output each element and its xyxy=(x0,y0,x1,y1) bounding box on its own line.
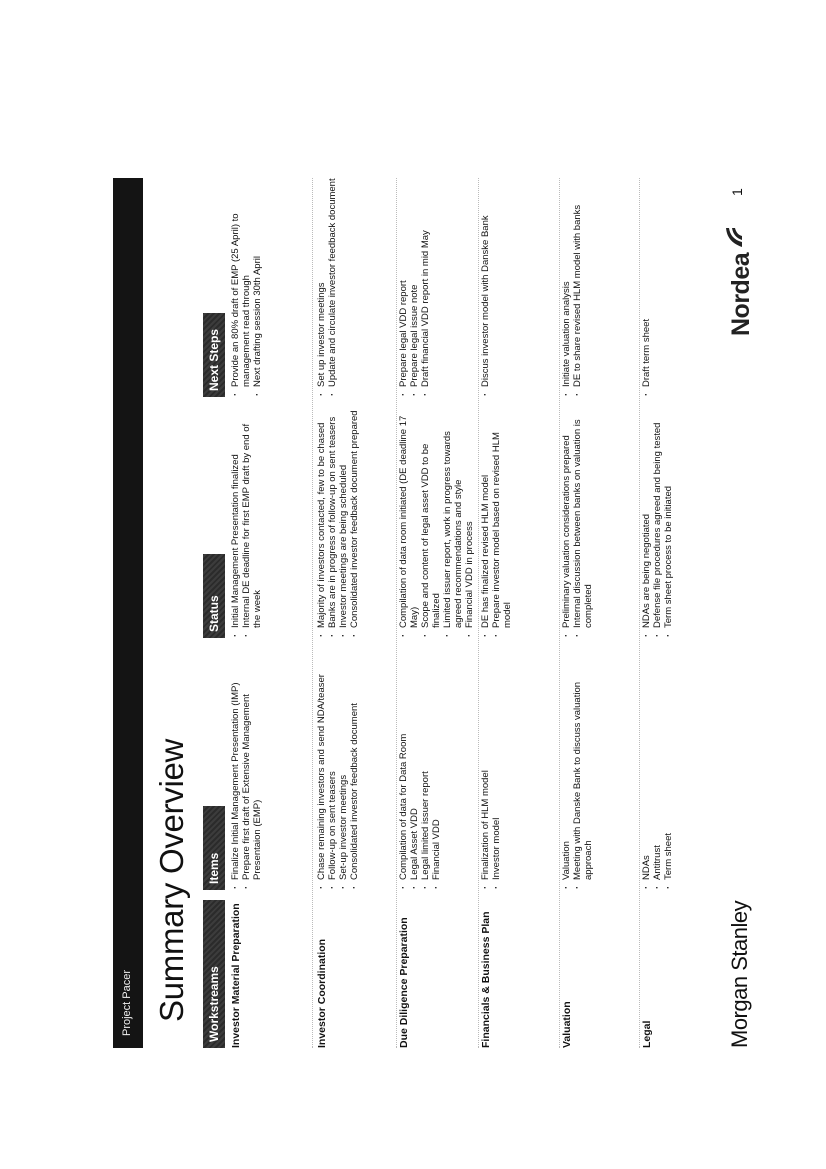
status-list xyxy=(398,408,475,638)
status-list xyxy=(641,408,674,638)
status-cell xyxy=(316,408,360,638)
workstream-label: Due Diligence Preparation xyxy=(398,917,410,1048)
list-item: · Internal discussion between banks on valuation is completed xyxy=(572,408,594,638)
next-cell xyxy=(561,178,583,397)
row-divider xyxy=(639,178,640,1048)
list-item: · Draft financial VDD report in mid May xyxy=(420,178,431,397)
morgan-stanley-logo: Morgan Stanley xyxy=(727,900,752,1048)
items-list xyxy=(480,650,502,890)
column-header-workstreams: Workstreams xyxy=(203,900,225,1048)
nordea-logo xyxy=(725,227,756,336)
workstream-label: Legal xyxy=(641,1020,653,1048)
list-item: · Prepare investor model based on revised HLM model xyxy=(491,408,513,638)
workstream-label: Investor Material Preparation xyxy=(230,903,242,1048)
nordea-wordmark: Nordea xyxy=(727,252,755,336)
list-item: · Scope and content of legal asset VDD to be finalized xyxy=(420,408,442,638)
list-item: · Finalize Initial Management Presentation (IMP) xyxy=(230,650,241,890)
next-list xyxy=(230,178,263,397)
list-item: · Set-up investor meetings xyxy=(338,650,349,890)
table-row xyxy=(480,178,557,1048)
page-title: Summary Overview xyxy=(153,738,190,1022)
items-cell xyxy=(480,650,502,890)
table-row xyxy=(398,178,476,1048)
list-item: · Prepare legal VDD report xyxy=(398,178,409,397)
column-header-items: Items xyxy=(203,806,225,890)
list-item: · NDAs xyxy=(641,650,652,890)
list-item: · Discus investor model with Danske Bank xyxy=(480,178,491,397)
list-item: · Update and circulate investor feedback document xyxy=(327,178,338,397)
next-list xyxy=(641,178,652,397)
list-item: · Finalization of HLM model xyxy=(480,650,491,890)
next-list xyxy=(480,178,491,397)
status-cell xyxy=(230,408,263,638)
list-item: · Meeting with Danske Bank to discuss valuation approach xyxy=(572,650,594,890)
list-item: · Defense file procedures agreed and being tested xyxy=(652,408,663,638)
list-item: · Internal DE deadline for first EMP draft by end of the week xyxy=(241,408,263,638)
list-item: · Follow-up on sent teasers xyxy=(327,650,338,890)
items-list xyxy=(641,650,674,890)
header-bar xyxy=(113,178,143,1048)
list-item: · Legal limited issuer report xyxy=(420,650,431,890)
items-cell xyxy=(561,650,594,890)
list-item: · Prepare legal issue note xyxy=(409,178,420,397)
table-row xyxy=(561,178,637,1048)
list-item: · Limited issuer report, work in progress towards agreed recommendations and style xyxy=(442,408,464,638)
items-cell xyxy=(316,650,360,890)
next-cell xyxy=(230,178,263,397)
next-list xyxy=(316,178,338,397)
list-item: · Investor model xyxy=(491,650,502,890)
list-item: · Antitrust xyxy=(652,650,663,890)
list-item: · Consolidated investor feedback document xyxy=(349,650,360,890)
row-divider xyxy=(559,178,560,1048)
row-divider xyxy=(396,178,397,1048)
list-item: · NDAs are being negotiated xyxy=(641,408,652,638)
list-item: · DE has finalized revised HLM model xyxy=(480,408,491,638)
column-header-next-steps: Next Steps xyxy=(203,313,225,397)
list-item: · Set up investor meetings xyxy=(316,178,327,397)
list-item: · Draft term sheet xyxy=(641,178,652,397)
list-item: · Legal Asset VDD xyxy=(409,650,420,890)
list-item: · Initiate valuation analysis xyxy=(561,178,572,397)
row-divider xyxy=(478,178,479,1048)
project-name: Project Pacer xyxy=(121,969,133,1036)
status-list xyxy=(480,408,513,638)
status-cell xyxy=(398,408,475,638)
next-cell xyxy=(398,178,431,397)
list-item: · Consolidated investor feedback document prepared xyxy=(349,408,360,638)
status-list xyxy=(230,408,263,638)
workstream-label: Financials & Business Plan xyxy=(480,911,492,1048)
items-list xyxy=(230,650,263,890)
items-cell xyxy=(398,650,442,890)
row-divider xyxy=(312,178,313,1048)
table-row xyxy=(230,178,310,1048)
list-item: · Preliminary valuation considerations prepared xyxy=(561,408,572,638)
items-list xyxy=(561,650,594,890)
page-number: 1 xyxy=(729,188,745,196)
items-cell xyxy=(230,650,263,890)
table-row xyxy=(316,178,394,1048)
list-item: · Financial VDD xyxy=(431,650,442,890)
list-item: · Compilation of data room initiated (DE deadline 17 May) xyxy=(398,408,420,638)
next-cell xyxy=(641,178,652,397)
list-item: · Compilation of data for Data Room xyxy=(398,650,409,890)
list-item: · Valuation xyxy=(561,650,572,890)
workstream-label: Investor Coordination xyxy=(316,938,328,1048)
next-cell xyxy=(480,178,491,397)
next-cell xyxy=(316,178,338,397)
list-item: · Term sheet xyxy=(663,650,674,890)
status-list xyxy=(561,408,594,638)
next-list xyxy=(398,178,431,397)
list-item: · Majority of investors contacted, few to be chased xyxy=(316,408,327,638)
list-item: · Investor meetings are being scheduled xyxy=(338,408,349,638)
list-item: · Financial VDD in process xyxy=(464,408,475,638)
list-item: · Chase remaining investors and send NDA/teaser xyxy=(316,650,327,890)
list-item: · Term sheet process to be initiated xyxy=(663,408,674,638)
list-item: · Banks are in progress of follow-up on sent teasers xyxy=(327,408,338,638)
items-list xyxy=(398,650,442,890)
list-item: · Provide an 80% draft of EMP (25 April) to management read through xyxy=(230,178,252,397)
status-cell xyxy=(480,408,513,638)
workstream-label: Valuation xyxy=(561,1001,573,1048)
status-list xyxy=(316,408,360,638)
status-cell xyxy=(561,408,594,638)
list-item: · DE to share revised HLM model with banks xyxy=(572,178,583,397)
items-list xyxy=(316,650,360,890)
list-item: · Next drafting session 30th April xyxy=(252,178,263,397)
slide xyxy=(113,178,763,1048)
list-item: · Prepare first draft of Extensive Management Presentaion (EMP) xyxy=(241,650,263,890)
status-cell xyxy=(641,408,674,638)
column-header-status: Status xyxy=(203,554,225,638)
next-list xyxy=(561,178,583,397)
nordea-sail-icon xyxy=(725,227,743,249)
table-row xyxy=(641,178,711,1048)
items-cell xyxy=(641,650,674,890)
list-item: · Initial Management Presentation finalized xyxy=(230,408,241,638)
